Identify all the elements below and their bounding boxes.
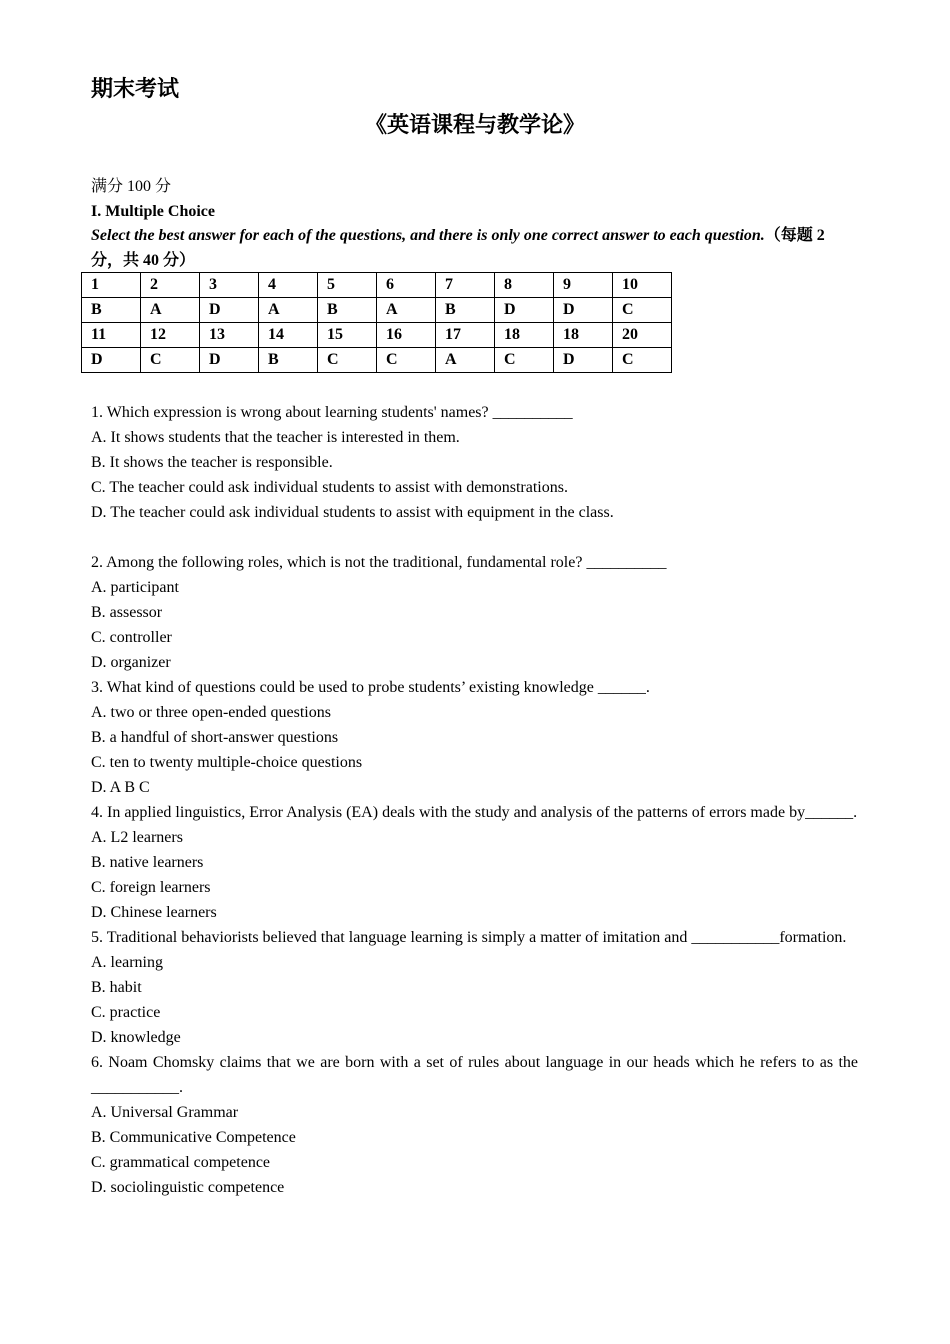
answer-table-cell: D — [554, 298, 613, 323]
question-stem: 5. Traditional behaviorists believed that language learning is simply a matter of imitation and ___________formation. — [91, 929, 847, 946]
answer-option: C. practice — [91, 1004, 161, 1021]
answer-option: B. It shows the teacher is responsible. — [91, 454, 333, 471]
answer-option: C. The teacher could ask individual students to assist with demonstrations. — [91, 479, 568, 496]
answer-option: D. A B C — [91, 779, 150, 796]
answer-table-cell: C — [141, 348, 200, 373]
answer-table-cell: 3 — [200, 273, 259, 298]
answer-table-cell: C — [613, 348, 672, 373]
score-line: 满分 100 分 — [91, 178, 172, 195]
answer-table-cell: 12 — [141, 323, 200, 348]
answer-table-cell: A — [141, 298, 200, 323]
instruction-text: Select the best answer for each of the questions, and there is only one correct answer to each question. — [91, 227, 765, 244]
answer-table-cell: B — [82, 298, 141, 323]
answer-table-cell: 1 — [82, 273, 141, 298]
answer-table-row — [82, 298, 672, 323]
answer-option: A. participant — [91, 579, 179, 596]
answer-table-cell: C — [495, 348, 554, 373]
question-stem: 2. Among the following roles, which is not the traditional, fundamental role? __________ — [91, 554, 667, 571]
question-block — [91, 1050, 858, 1200]
course-title: 《英语课程与教学论》 — [364, 113, 585, 138]
answer-table-cell: D — [200, 298, 259, 323]
section-title: I. Multiple Choice — [91, 203, 215, 220]
answer-option: A. two or three open-ended questions — [91, 704, 331, 721]
question-block — [91, 550, 858, 675]
answer-table-cell: B — [318, 298, 377, 323]
answer-table-cell: B — [259, 348, 318, 373]
question-stem: 3. What kind of questions could be used to probe students’ existing knowledge ______. — [91, 679, 650, 696]
answer-option: C. controller — [91, 629, 172, 646]
question-block — [91, 925, 858, 1050]
answer-table-cell: B — [436, 298, 495, 323]
answer-option: C. ten to twenty multiple-choice questions — [91, 754, 363, 771]
answer-table-cell: 13 — [200, 323, 259, 348]
answer-table-cell: 7 — [436, 273, 495, 298]
answer-key-table — [81, 272, 672, 373]
answer-option: C. foreign learners — [91, 879, 211, 896]
answer-table-cell: 15 — [318, 323, 377, 348]
answer-table-cell: D — [82, 348, 141, 373]
answer-option: D. The teacher could ask individual students to assist with equipment in the class. — [91, 504, 614, 521]
answer-table-cell: 17 — [436, 323, 495, 348]
answer-option: A. It shows students that the teacher is interested in them. — [91, 429, 460, 446]
answer-table-cell: C — [318, 348, 377, 373]
answer-option: B. Communicative Competence — [91, 1129, 296, 1146]
spacer — [91, 525, 858, 550]
answer-table-cell: 6 — [377, 273, 436, 298]
answer-table-row — [82, 348, 672, 373]
answer-table-cell: 11 — [82, 323, 141, 348]
answer-table-cell: 5 — [318, 273, 377, 298]
answer-option: B. native learners — [91, 854, 204, 871]
answer-table-cell: 16 — [377, 323, 436, 348]
answer-option: D. sociolinguistic competence — [91, 1179, 285, 1196]
answer-table-cell: D — [554, 348, 613, 373]
question-block — [91, 800, 858, 925]
answer-option: B. a handful of short-answer questions — [91, 729, 339, 746]
answer-table-cell: 2 — [141, 273, 200, 298]
answer-table-cell: 20 — [613, 323, 672, 348]
answer-option: A. learning — [91, 954, 163, 971]
answer-table-cell: 9 — [554, 273, 613, 298]
answer-table-cell: A — [259, 298, 318, 323]
answer-table-cell: C — [377, 348, 436, 373]
answer-table-cell: C — [613, 298, 672, 323]
answer-table-row — [82, 273, 672, 298]
answer-option: A. L2 learners — [91, 829, 183, 846]
answer-table-cell: 18 — [554, 323, 613, 348]
question-list — [91, 400, 858, 1200]
answer-table-cell: 14 — [259, 323, 318, 348]
answer-table-cell: D — [200, 348, 259, 373]
question-stem: 4. In applied linguistics, Error Analysis (EA) deals with the study and analysis of the patterns of errors made by______. — [91, 804, 858, 821]
answer-option: B. habit — [91, 979, 142, 996]
answer-table-cell: 4 — [259, 273, 318, 298]
answer-option: D. knowledge — [91, 1029, 181, 1046]
answer-option: A. Universal Grammar — [91, 1104, 239, 1121]
answer-option: D. Chinese learners — [91, 904, 217, 921]
instruction-points: （每题 2 分，共 40 分） — [91, 227, 825, 269]
exam-label: 期末考试 — [91, 77, 180, 102]
answer-table-cell: A — [377, 298, 436, 323]
answer-table-cell: 10 — [613, 273, 672, 298]
section-instruction — [91, 223, 858, 273]
question-stem: 1. Which expression is wrong about learning students' names? __________ — [91, 404, 573, 421]
answer-table-cell: 18 — [495, 323, 554, 348]
answer-table-cell: A — [436, 348, 495, 373]
answer-option: D. organizer — [91, 654, 171, 671]
answer-table-cell: D — [495, 298, 554, 323]
answer-table-row — [82, 323, 672, 348]
answer-option: C. grammatical competence — [91, 1154, 271, 1171]
question-stem: 6. Noam Chomsky claims that we are born with a set of rules about language in our heads which he refers to as the ___________. — [91, 1054, 858, 1096]
answer-table-cell: 8 — [495, 273, 554, 298]
answer-option: B. assessor — [91, 604, 163, 621]
question-block — [91, 675, 858, 800]
question-block — [91, 400, 858, 525]
